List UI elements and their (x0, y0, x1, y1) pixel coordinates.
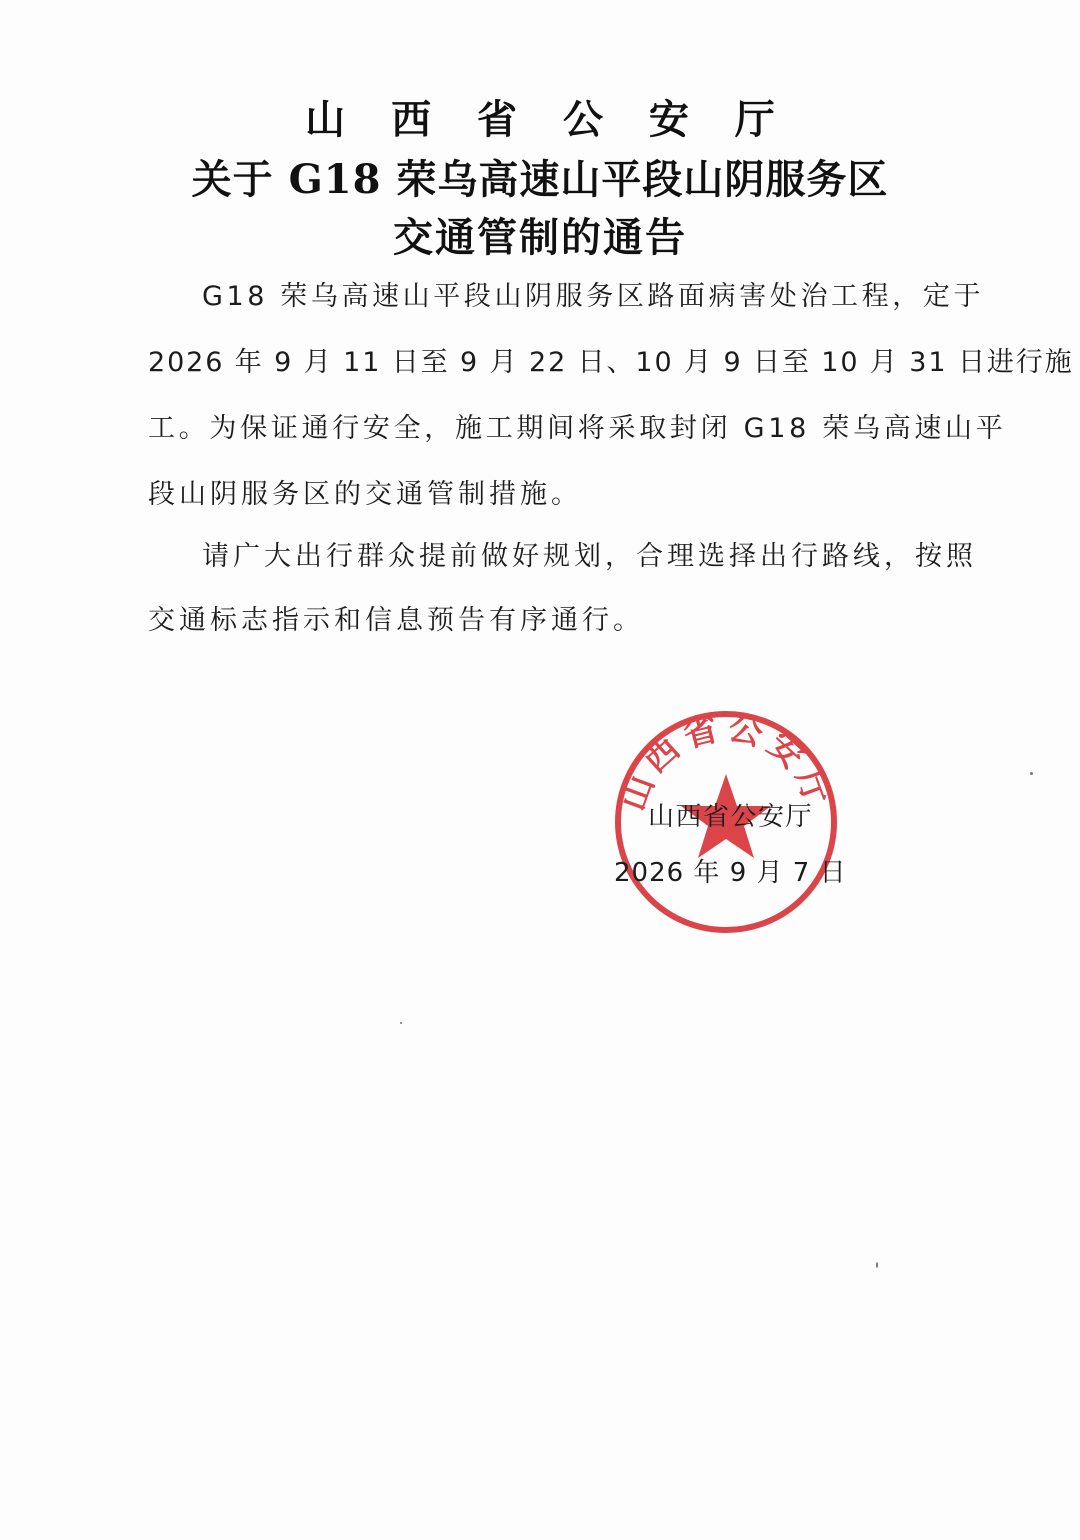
scan-speck (1030, 772, 1033, 775)
body-line-5: 请广大出行群众提前做好规划，合理选择出行路线，按照 (202, 541, 977, 572)
issuer-title: 山 西 省 公 安 厅 (305, 96, 791, 143)
body-line-1: G18 荣乌高速山平段山阴服务区路面病害处治工程，定于 (202, 281, 985, 312)
notice-title-line-3: 交通管制的通告 (393, 214, 687, 261)
seal-text: 山西省公安厅 (612, 708, 840, 816)
notice-title-line-2: 关于 G18 荣乌高速山平段山阴服务区 (191, 156, 889, 203)
signature-organization: 山西省公安厅 (648, 802, 814, 832)
signature-date: 2026 年 9 月 7 日 (614, 858, 847, 888)
body-line-2: 2026 年 9 月 11 日至 9 月 22 日、10 月 9 日至 10 月 31 日进行施 (148, 347, 1074, 378)
scan-speck (400, 1022, 402, 1024)
body-line-3: 工。为保证通行安全，施工期间将采取封闭 G18 荣乌高速山平 (148, 413, 1007, 444)
body-line-6: 交通标志指示和信息预告有序通行。 (148, 605, 644, 636)
body-line-4: 段山阴服务区的交通管制措施。 (148, 479, 582, 510)
scan-speck (876, 1262, 878, 1268)
